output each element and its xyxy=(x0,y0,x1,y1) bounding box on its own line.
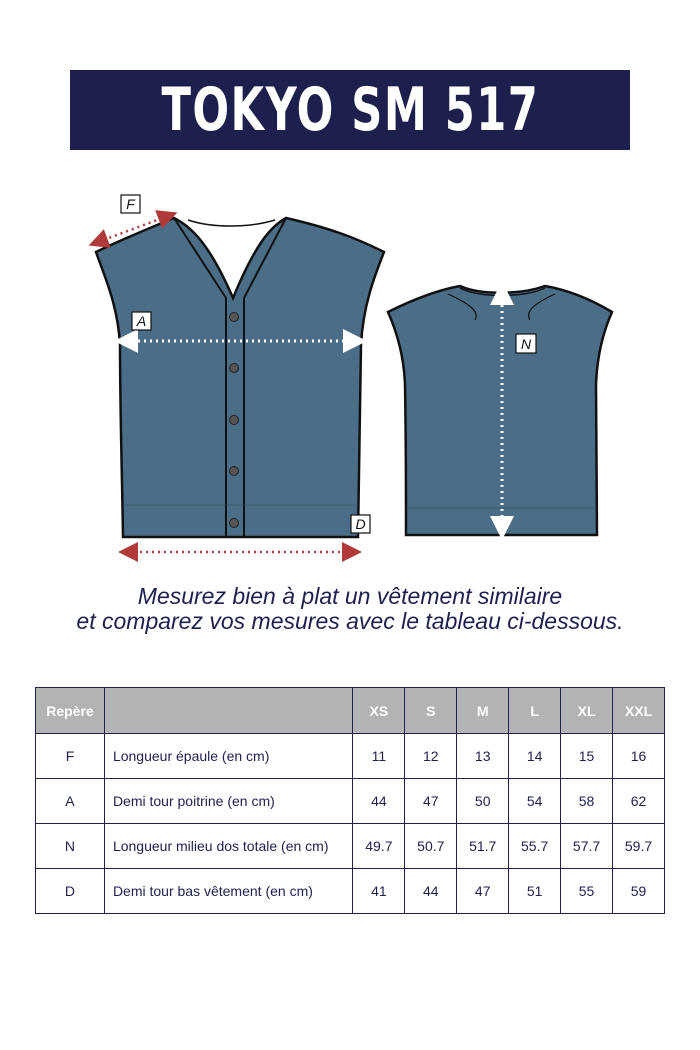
header-size: M xyxy=(457,688,509,734)
row-value: 58 xyxy=(561,779,613,824)
row-value: 15 xyxy=(561,734,613,779)
header-description xyxy=(104,688,352,734)
header-size: XS xyxy=(353,688,405,734)
row-value: 41 xyxy=(353,869,405,914)
title-banner xyxy=(70,70,630,150)
row-value: 44 xyxy=(353,779,405,824)
row-value: 11 xyxy=(353,734,405,779)
table-row xyxy=(36,869,665,914)
row-marker: A xyxy=(36,779,105,824)
marker-a xyxy=(132,312,151,330)
header-size: L xyxy=(509,688,561,734)
row-label: Longueur milieu dos totale (en cm) xyxy=(104,824,352,869)
svg-text:D: D xyxy=(355,516,366,532)
row-value: 50.7 xyxy=(405,824,457,869)
row-value: 47 xyxy=(405,779,457,824)
row-value: 55 xyxy=(561,869,613,914)
row-marker: F xyxy=(36,734,105,779)
row-value: 59 xyxy=(613,869,665,914)
row-marker: N xyxy=(36,824,105,869)
marker-n xyxy=(516,334,536,353)
row-value: 54 xyxy=(509,779,561,824)
table-row xyxy=(36,779,665,824)
marker-d xyxy=(351,515,370,533)
row-value: 44 xyxy=(405,869,457,914)
size-chart-table xyxy=(35,687,665,914)
row-value: 62 xyxy=(613,779,665,824)
back-vest xyxy=(388,286,612,535)
row-value: 12 xyxy=(405,734,457,779)
measurement-instructions xyxy=(0,584,700,634)
row-value: 55.7 xyxy=(509,824,561,869)
row-marker: D xyxy=(36,869,105,914)
table-row xyxy=(36,734,665,779)
instructions-line-1: Mesurez bien à plat un vêtement similaire xyxy=(137,583,563,609)
row-value: 51 xyxy=(509,869,561,914)
header-size: S xyxy=(405,688,457,734)
svg-text:F: F xyxy=(126,196,135,212)
instructions-line-2: et comparez vos mesures avec le tableau ci-dessous. xyxy=(76,608,624,634)
row-label: Demi tour poitrine (en cm) xyxy=(104,779,352,824)
row-value: 50 xyxy=(457,779,509,824)
page-title: TOKYO SM 517 xyxy=(161,75,539,145)
row-label: Demi tour bas vêtement (en cm) xyxy=(104,869,352,914)
header-marker: Repère xyxy=(36,688,105,734)
row-value: 59.7 xyxy=(613,824,665,869)
garment-illustration xyxy=(0,185,700,570)
row-label: Longueur épaule (en cm) xyxy=(104,734,352,779)
header-size: XL xyxy=(561,688,613,734)
row-value: 13 xyxy=(457,734,509,779)
svg-text:N: N xyxy=(520,336,532,352)
header-size: XXL xyxy=(613,688,665,734)
svg-text:A: A xyxy=(136,313,147,329)
row-value: 51.7 xyxy=(457,824,509,869)
row-value: 14 xyxy=(509,734,561,779)
row-value: 49.7 xyxy=(353,824,405,869)
front-vest xyxy=(96,218,384,537)
row-value: 57.7 xyxy=(561,824,613,869)
table-row xyxy=(36,824,665,869)
marker-f xyxy=(121,195,140,213)
row-value: 47 xyxy=(457,869,509,914)
table-header-row xyxy=(36,688,665,734)
row-value: 16 xyxy=(613,734,665,779)
